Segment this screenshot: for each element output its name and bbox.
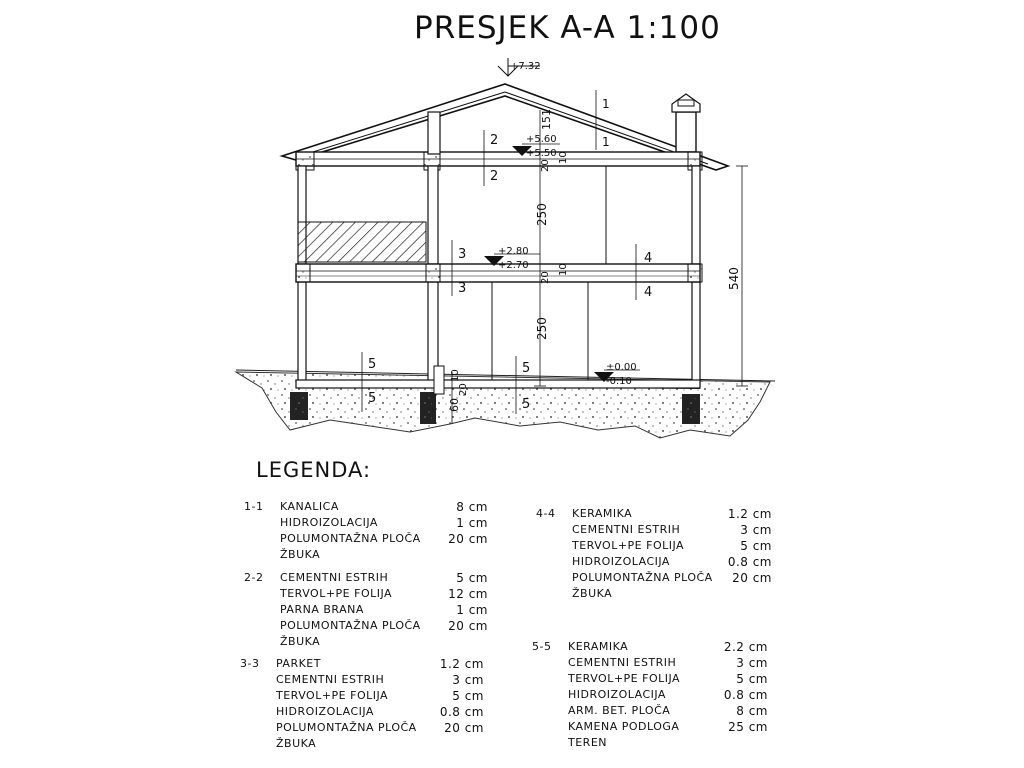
level-roof-top: +5.60	[526, 134, 557, 145]
legend-thickness: 3 cm	[740, 523, 772, 537]
legend-material: PARKET	[276, 657, 321, 670]
level-floor-top: +2.80	[498, 246, 529, 257]
dim-total-height: 540	[727, 267, 741, 290]
legend-row	[536, 507, 776, 523]
legend-material: PARNA BRANA	[280, 603, 364, 616]
level-roof-bottom: +5.50	[526, 148, 557, 159]
legend-group-1-1	[244, 500, 499, 564]
dim-foundation-c: 10	[450, 369, 461, 382]
dim-foundation-a: 60	[448, 398, 461, 412]
section-marker-4b: 4	[644, 285, 653, 300]
legend-thickness: 2.2 cm	[723, 640, 768, 654]
legend-row	[244, 635, 499, 651]
legend-row	[536, 587, 776, 603]
legend-material: CEMENTNI ESTRIH	[276, 673, 385, 686]
legend-material: HIDROIZOLACIJA	[572, 555, 670, 568]
legend-thickness: 8 cm	[456, 500, 488, 514]
legend-material: HIDROIZOLACIJA	[568, 688, 666, 701]
legend-row	[532, 688, 772, 704]
section-marker-5b: 5	[368, 391, 377, 406]
legend-row	[240, 657, 495, 673]
legend-thickness: 20 cm	[448, 532, 488, 546]
legend-thickness: 12 cm	[448, 587, 488, 601]
legend-title: LEGENDA:	[256, 458, 372, 482]
legend-row	[532, 736, 772, 752]
legend-material: TERVOL+PE FOLIJA	[572, 539, 685, 552]
legend-group-2-2	[244, 571, 499, 651]
legend-thickness: 1.2 cm	[439, 657, 484, 671]
level-ground-bottom: -0.10	[606, 376, 632, 387]
legend-material: POLUMONTAŽNA PLOČA	[280, 619, 421, 632]
legend-thickness: 5 cm	[452, 689, 484, 703]
legend-thickness: 5 cm	[456, 571, 488, 585]
drawing-title: PRESJEK A-A 1:100	[414, 10, 721, 46]
section-marker-5a: 5	[368, 357, 377, 372]
legend-material: TERVOL+PE FOLIJA	[568, 672, 681, 685]
legend-thickness: 5 cm	[740, 539, 772, 553]
legend-material: ŽBUKA	[280, 635, 321, 648]
legend-code: 1-1	[244, 500, 264, 513]
legend-thickness: 3 cm	[736, 656, 768, 670]
legend-row	[536, 555, 776, 571]
section-marker-1b: 1	[602, 135, 610, 149]
legend-thickness: 20 cm	[448, 619, 488, 633]
legend-material: CEMENTNI ESTRIH	[280, 571, 389, 584]
legend-material: ŽBUKA	[572, 587, 613, 600]
section-marker-5c: 5	[522, 361, 531, 376]
legend-material: HIDROIZOLACIJA	[276, 705, 374, 718]
legend-code: 4-4	[536, 507, 556, 520]
legend-group-3-3	[240, 657, 495, 753]
legend-material: CEMENTNI ESTRIH	[568, 656, 677, 669]
legend-material: CEMENTNI ESTRIH	[572, 523, 681, 536]
dim-slab-upper-b: 10	[558, 151, 569, 164]
legend-thickness: 1 cm	[456, 516, 488, 530]
level-ridge: +7.32	[510, 61, 541, 72]
legend-material: KAMENA PODLOGA	[568, 720, 680, 733]
legend-thickness: 25 cm	[728, 720, 768, 734]
legend-thickness: 3 cm	[452, 673, 484, 687]
legend-thickness: 20 cm	[732, 571, 772, 585]
legend-row	[532, 640, 772, 656]
legend-row	[532, 672, 772, 688]
legend-material: KERAMIKA	[568, 640, 629, 653]
legend-row	[240, 689, 495, 705]
legend-thickness: 0.8 cm	[723, 688, 768, 702]
legend-material: TERVOL+PE FOLIJA	[276, 689, 389, 702]
legend-material: TERVOL+PE FOLIJA	[280, 587, 393, 600]
legend-row	[532, 720, 772, 736]
legend-thickness: 0.8 cm	[439, 705, 484, 719]
legend-material: KANALICA	[280, 500, 339, 513]
legend-material: ARM. BET. PLOČA	[568, 704, 671, 717]
legend-thickness: 5 cm	[736, 672, 768, 686]
legend-row	[244, 619, 499, 635]
dim-slab-upper-a: 20	[540, 159, 551, 172]
section-marker-2a: 2	[490, 133, 499, 148]
legend-material: KERAMIKA	[572, 507, 633, 520]
legend-row	[244, 500, 499, 516]
legend-thickness: 8 cm	[736, 704, 768, 718]
legend-thickness: 20 cm	[444, 721, 484, 735]
dim-slab-mid-b: 10	[558, 263, 569, 276]
legend-thickness: 0.8 cm	[727, 555, 772, 569]
legend-row	[536, 571, 776, 587]
legend-material: POLUMONTAŽNA PLOČA	[276, 721, 417, 734]
section-marker-2b: 2	[490, 169, 499, 184]
legend-row	[244, 548, 499, 564]
legend-row	[244, 603, 499, 619]
legend-row	[240, 705, 495, 721]
dim-slab-mid-a: 20	[540, 271, 551, 284]
legend-row	[536, 539, 776, 555]
dim-ridge-height: 151	[540, 109, 553, 130]
legend-row	[244, 571, 499, 587]
legend-group-4-4	[536, 507, 776, 603]
legend-material: ŽBUKA	[276, 737, 317, 750]
section-marker-3b: 3	[458, 281, 467, 296]
legend-material: HIDROIZOLACIJA	[280, 516, 378, 529]
section-marker-5d: 5	[522, 397, 531, 412]
legend-row	[240, 737, 495, 753]
legend-group-5-5	[532, 640, 772, 752]
legend-thickness: 1.2 cm	[727, 507, 772, 521]
legend-row	[532, 704, 772, 720]
legend-thickness: 1 cm	[456, 603, 488, 617]
dim-foundation-b: 20	[458, 383, 469, 396]
legend-row	[240, 721, 495, 737]
section-marker-3a: 3	[458, 247, 467, 262]
legend-code: 5-5	[532, 640, 552, 653]
legend-row	[536, 523, 776, 539]
section-marker-4a: 4	[644, 251, 653, 266]
legend-material: TEREN	[568, 736, 607, 749]
level-floor-bottom: +2.70	[498, 260, 529, 271]
legend-material: POLUMONTAŽNA PLOČA	[572, 571, 713, 584]
legend-material: ŽBUKA	[280, 548, 321, 561]
legend-row	[532, 656, 772, 672]
legend-code: 3-3	[240, 657, 260, 670]
legend-row	[244, 532, 499, 548]
legend-row	[244, 587, 499, 603]
dim-upper-storey: 250	[535, 203, 549, 226]
dim-lower-storey: 250	[535, 317, 549, 340]
legend-material: POLUMONTAŽNA PLOČA	[280, 532, 421, 545]
legend-row	[240, 673, 495, 689]
level-ground-top: ±0.00	[606, 362, 637, 373]
legend-code: 2-2	[244, 571, 264, 584]
section-marker-1a: 1	[602, 97, 610, 111]
legend-row	[244, 516, 499, 532]
